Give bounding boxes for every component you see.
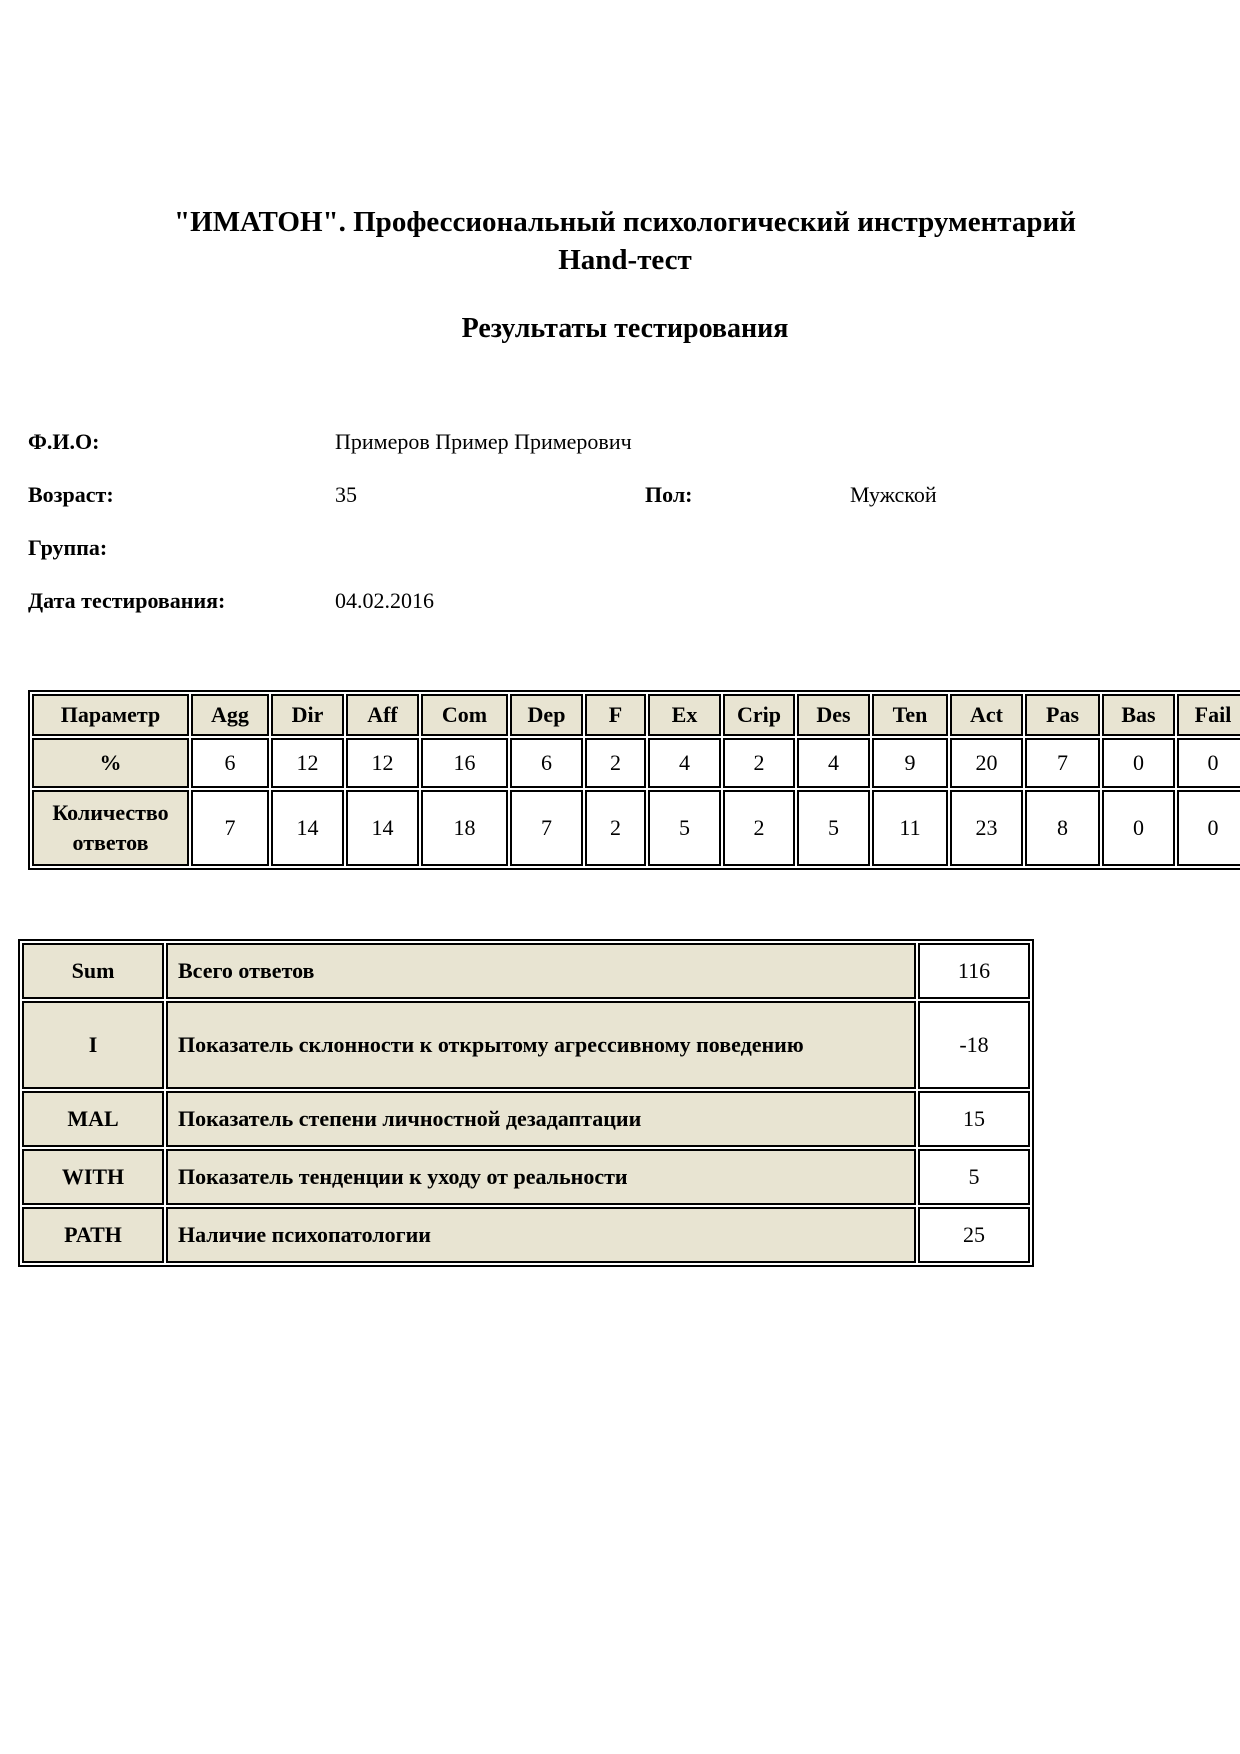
table-cell: 2 [585,738,646,788]
summary-row-with [22,1149,1030,1205]
summary-row-sum [22,943,1030,999]
table-cell: 23 [950,790,1023,866]
age-value: 35 [335,482,357,507]
summary-description: Наличие психопатологии [166,1207,916,1263]
summary-code: PATH [22,1207,164,1263]
row-label-answer-count: Количество ответов [32,790,189,866]
column-header-pas: Pas [1025,694,1100,736]
summary-row-path [22,1207,1030,1263]
age-label: Возраст: [28,482,114,507]
info-row-date [28,586,1222,616]
table-cell: 7 [510,790,583,866]
answer-count-row [32,790,1240,866]
group-label: Группа: [28,535,108,560]
page-title-line1: "ИМАТОН". Профессиональный психологический инструментарий [174,206,1076,238]
table-cell: 20 [950,738,1023,788]
column-header-act: Act [950,694,1023,736]
table-cell: 5 [648,790,721,866]
parameters-header-row [32,694,1240,736]
table-cell: 14 [271,790,344,866]
table-cell: 18 [421,790,508,866]
table-cell: 12 [271,738,344,788]
page-title [28,0,1222,279]
summary-code: WITH [22,1149,164,1205]
summary-description: Показатель тенденции к уходу от реальности [166,1149,916,1205]
column-header-agg: Agg [191,694,269,736]
table-cell: 0 [1177,738,1240,788]
sex-value: Мужской [850,482,937,507]
table-cell: 0 [1177,790,1240,866]
column-header-bas: Bas [1102,694,1175,736]
table-cell: 16 [421,738,508,788]
table-cell: 4 [648,738,721,788]
table-cell: 2 [585,790,646,866]
fio-label: Ф.И.О: [28,429,100,454]
summary-value: -18 [918,1001,1030,1089]
summary-row-i [22,1001,1030,1089]
column-header-crip: Crip [723,694,795,736]
table-cell: 4 [797,738,870,788]
column-header-ex: Ex [648,694,721,736]
column-header-com: Com [421,694,508,736]
table-cell: 2 [723,790,795,866]
table-cell: 7 [191,790,269,866]
summary-value: 5 [918,1149,1030,1205]
summary-description: Показатель степени личностной дезадаптации [166,1091,916,1147]
summary-value: 116 [918,943,1030,999]
info-row-fio [28,427,1222,457]
summary-table [18,939,1034,1267]
sex-label: Пол: [645,482,693,507]
table-cell: 5 [797,790,870,866]
table-cell: 0 [1102,790,1175,866]
column-header-des: Des [797,694,870,736]
percent-row [32,738,1240,788]
column-header-aff: Aff [346,694,419,736]
summary-code: I [22,1001,164,1089]
parameters-table [28,690,1240,870]
page-title-line2: Hand-тест [558,244,692,276]
summary-description: Показатель склонности к открытому агрессивному поведению [166,1001,916,1089]
row-label-percent: % [32,738,189,788]
column-header-fail: Fail [1177,694,1240,736]
column-header-f: F [585,694,646,736]
summary-code: Sum [22,943,164,999]
table-cell: 11 [872,790,948,866]
summary-value: 15 [918,1091,1030,1147]
report-subtitle: Результаты тестирования [461,313,789,344]
examinee-info [28,427,1222,616]
info-row-age-sex [28,480,1222,510]
column-header-parameter: Параметр [32,694,189,736]
summary-description: Всего ответов [166,943,916,999]
table-cell: 12 [346,738,419,788]
table-cell: 14 [346,790,419,866]
column-header-dir: Dir [271,694,344,736]
table-cell: 8 [1025,790,1100,866]
table-cell: 0 [1102,738,1175,788]
table-cell: 6 [510,738,583,788]
table-cell: 9 [872,738,948,788]
info-row-group [28,533,1222,563]
fio-value: Примеров Пример Примерович [335,429,632,454]
test-date-value: 04.02.2016 [335,588,434,613]
summary-row-mal [22,1091,1030,1147]
table-cell: 2 [723,738,795,788]
column-header-dep: Dep [510,694,583,736]
column-header-ten: Ten [872,694,948,736]
summary-value: 25 [918,1207,1030,1263]
table-cell: 7 [1025,738,1100,788]
test-date-label: Дата тестирования: [28,588,226,613]
summary-code: MAL [22,1091,164,1147]
table-cell: 6 [191,738,269,788]
